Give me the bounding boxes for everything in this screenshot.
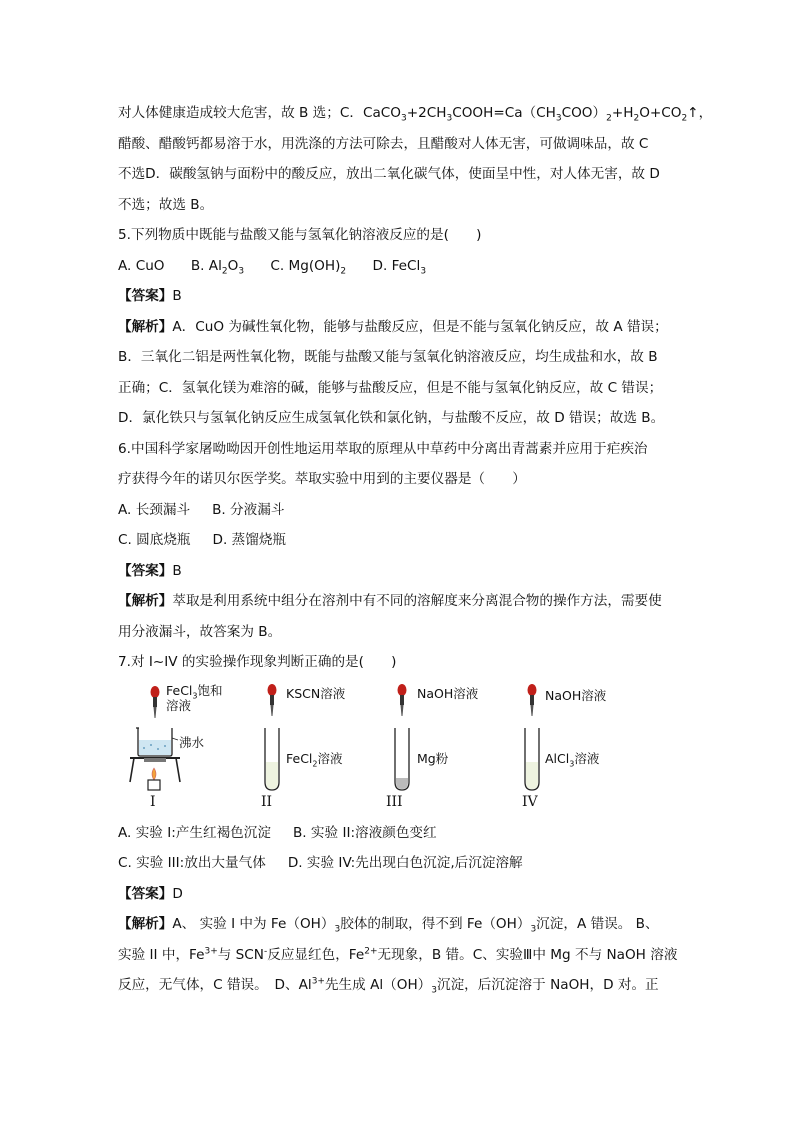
q7-options-ab: [118, 818, 678, 849]
q5-analysis-line-4: D．氯化铁只与氢氧化钠反应生成氢氧化铁和氯化钠，与盐酸不反应，故 D 错误；故选 B。: [118, 410, 665, 426]
flame: [152, 768, 156, 780]
exp1-vessel-label: 沸水: [179, 734, 205, 750]
dropper-tip: [154, 707, 157, 718]
tube-solution: [266, 762, 278, 789]
dropper-bulb: [151, 686, 160, 698]
q6-option-d: D. 蒸馏烧瓶: [212, 532, 286, 548]
q7-experiment-figure: [118, 682, 678, 816]
answer-label: 【答案】: [118, 562, 173, 579]
q7-analysis-line-2: 实验 II 中，$Fe^{3+}$与 SCN-反应显红色，$Fe^{2+}$无现象，B 错。C、实验Ⅲ中 Mg 不与 NaOH 溶液: [118, 945, 678, 963]
dropper-tip: [531, 705, 534, 716]
alcohol-lamp: [148, 780, 160, 790]
dropper-tip: [271, 705, 274, 716]
q7-option-a: A. 实验 I:产生红褐色沉淀: [118, 824, 271, 841]
q5-options: [118, 251, 678, 282]
exp1-roman: I: [150, 793, 156, 810]
dropper-tip: [401, 705, 404, 716]
exp2-roman: II: [261, 793, 273, 810]
experiment-3-drawing: [386, 682, 516, 816]
q5-stem: 5.下列物质中既能与盐酸又能与氢氧化钠溶液反应的是( ): [118, 227, 482, 243]
q7-option-c: C. 实验 III:放出大量气体: [118, 855, 266, 871]
q5-analysis-line-1: 【解析】A．CuO 为碱性氧化物，能够与盐酸反应，但是不能与氢氧化钠反应，故 A 错误；: [118, 318, 668, 335]
analysis-label: 【解析】: [118, 318, 173, 335]
mg-powder: [396, 778, 408, 789]
q4-analysis-line-4: 不选；故选 B。: [118, 196, 214, 213]
q7-option-d: D. 实验 IV:先出现白色沉淀,后沉淀溶解: [287, 855, 523, 871]
q6-option-c: C. 圆底烧瓶: [118, 532, 191, 548]
q7-answer: [118, 879, 678, 910]
dropper-neck: [400, 695, 404, 705]
experiment-1: [118, 682, 248, 816]
q4-analysis-line-1: 对人体健康造成较大危害，故 B 选；C．$CaCO_3+2CH_3COOH=Ca(CH_3COO)_2+H_2O+CO_2↑$，: [118, 105, 713, 124]
answer-value: D: [172, 885, 183, 902]
q5-option-c: C. $Mg(OH)_2$: [270, 257, 347, 277]
q4-analysis-line-2: 醋酸、醋酸钙都易溶于水，用洗涤的方法可除去，且醋酸对人体无害，可做调味品，故 C: [118, 135, 649, 152]
exp4-roman: IV: [522, 793, 538, 810]
tube-solution: [526, 762, 538, 789]
q6-options-cd: [118, 525, 678, 556]
q5-answer: [118, 281, 678, 312]
q6-options-ab: [118, 495, 678, 526]
document-page: [118, 98, 713, 1001]
q7-analysis-line-1: 【解析】A、 实验 I 中为 $Fe(OH)_3$胶体的制取，得不到 $Fe(OH)_3$沉淀，A 错误。 B、: [118, 916, 659, 935]
answer-value: B: [172, 288, 182, 304]
q4-analysis-line-3: 不选D．碳酸氢钠与面粉中的酸反应，放出二氧化碳气体，使面呈中性，对人体无害，故 D: [118, 166, 660, 182]
q6-stem-line-1: 6.中国科学家屠呦呦因开创性地运用萃取的原理从中草药中分离出青蒿素并应用于疟疾治: [118, 440, 648, 457]
answer-value: B: [172, 562, 182, 579]
q6-answer: [118, 556, 678, 587]
q6-option-a: A. 长颈漏斗: [118, 501, 191, 518]
q5-analysis-line-2: B．三氧化二铝是两性氧化物，既能与盐酸又能与氢氧化钠溶液反应，均生成盐和水，故 B: [118, 349, 658, 365]
dropper-bulb: [268, 684, 277, 696]
q5-option-b: B. $Al_2O_3$: [190, 257, 245, 277]
q7-stem: 7.对 I~IV 的实验操作现象判断正确的是( ): [118, 654, 397, 670]
analysis-label: 【解析】: [118, 916, 173, 932]
dropper-neck: [153, 697, 157, 707]
q6-analysis-line-2: 用分液漏斗，故答案为 B。: [118, 623, 282, 640]
exp3-dropper-label: NaOH溶液: [417, 685, 479, 701]
exp1-dropper-label-2: 溶液: [166, 697, 192, 713]
answer-label: 【答案】: [118, 288, 173, 304]
q6-stem-line-2: 疗获得今年的诺贝尔医学奖。萃取实验中用到的主要仪器是（ ）: [118, 471, 526, 487]
analysis-label: 【解析】: [118, 593, 173, 609]
experiment-4: [518, 682, 658, 816]
exp4-dropper-label: NaOH溶液: [545, 687, 607, 703]
dropper-neck: [530, 695, 534, 705]
dropper-bulb: [398, 684, 407, 696]
q7-option-b: B. 实验 II:溶液颜色变红: [292, 824, 437, 841]
q7-analysis-line-3: 反应，无气体，C 错误。 D、$Al^{3+}$先生成 $Al(OH)_3$沉淀，后沉淀溶于 NaOH，D 对。正: [118, 976, 659, 996]
dropper-neck: [270, 695, 274, 705]
q7-options-cd: [118, 848, 678, 879]
dropper-bulb: [528, 684, 537, 696]
answer-label: 【答案】: [118, 885, 173, 902]
q6-analysis-line-1: 【解析】萃取是利用系统中组分在溶剂中有不同的溶解度来分离混合物的操作方法，需要使: [118, 593, 662, 609]
exp2-tube-label: FeCl$_2$溶液: [286, 750, 343, 768]
q6-option-b: B. 分液漏斗: [212, 501, 285, 518]
exp3-roman: III: [386, 793, 403, 810]
q5-option-a: A. CuO: [118, 257, 165, 274]
exp4-tube-label: AlCl$_3$溶液: [545, 750, 600, 768]
q5-analysis-line-3: 正确；C．氢氧化镁为难溶的碱，能够与盐酸反应，但是不能与氢氧化钠反应，故 C 错误；: [118, 379, 663, 396]
exp2-dropper-label: KSCN溶液: [286, 685, 346, 701]
experiment-2: [248, 682, 378, 816]
q5-option-d: D. FeCl$_3$: [372, 257, 427, 277]
exp3-tube-label: Mg粉: [417, 750, 449, 766]
experiment-3: [386, 682, 516, 816]
exp1-dropper-label-1: FeCl$_3$饱和: [166, 682, 223, 700]
